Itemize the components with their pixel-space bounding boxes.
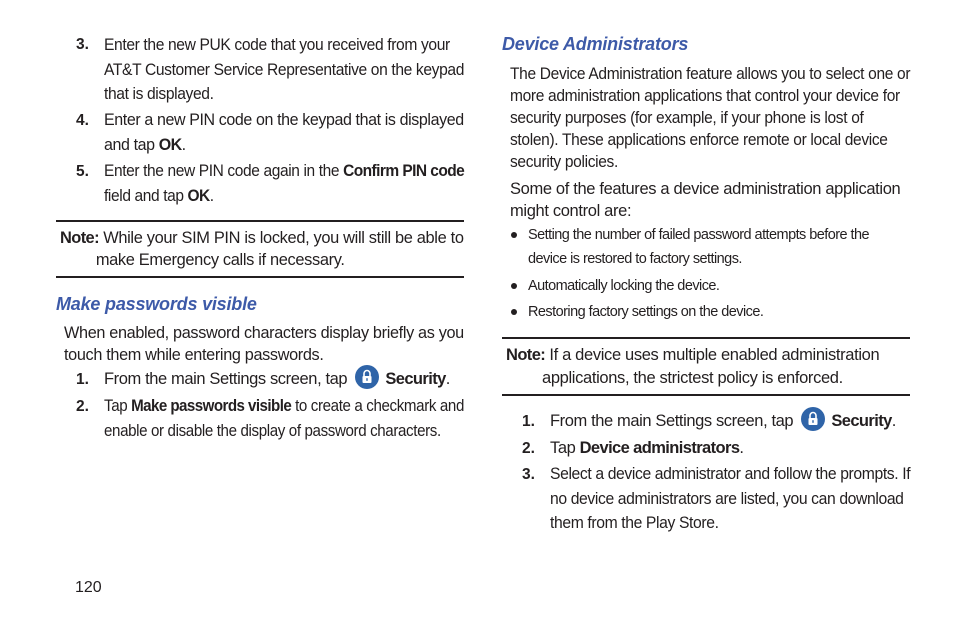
step-number: 1. (522, 413, 535, 430)
lock-icon (355, 365, 379, 389)
step-text: Tap Make passwords visible to create a checkmark and enable or disable the display of password characters. (104, 397, 465, 440)
paragraph: The Device Administration feature allows you to select one or more administration applications that control your device for security purposes (for example, if your phone is lost of stolen). These applications enforce remote or local device security policies. (510, 65, 911, 171)
note-top-rule (502, 337, 910, 339)
intro-paragraph: When enabled, password characters display briefly as you touch them while entering passwords. (64, 324, 464, 364)
step-text: Enter a new PIN code on the keypad that is displayed and tap OK. (104, 111, 464, 154)
step-number: 3. (522, 466, 535, 483)
step-number: 4. (76, 112, 89, 129)
list-item: Automatically locking the device. (528, 278, 720, 294)
step-number: 2. (76, 398, 89, 415)
note-bottom-rule (502, 394, 910, 396)
step-text: Enter the new PUK code that you received from your AT&T Customer Service Representative on the keypad that is displayed. (104, 36, 465, 103)
note: Note: While your SIM PIN is locked, you will still be able to make Emergency calls if necessary. (60, 229, 464, 269)
section-heading: Make passwords visible (56, 294, 257, 314)
page-number: 120 (75, 579, 102, 596)
list-item: Restoring factory settings on the device. (528, 304, 764, 320)
bullet (511, 309, 517, 315)
section-heading: Device Administrators (502, 34, 689, 54)
step-text: Tap Device administrators. (550, 439, 744, 457)
step-text: Enter the new PIN code again in the Confirm PIN code field and tap OK. (104, 162, 465, 205)
paragraph: Some of the features a device administration application might control are: (510, 180, 901, 220)
step-number: 5. (76, 163, 89, 180)
step-number: 2. (522, 440, 535, 457)
list-item: Setting the number of failed password attempts before the device is restored to factory settings. (528, 227, 870, 267)
note-top-rule (56, 220, 464, 222)
step-text: Select a device administrator and follow the prompts. If no device administrators are listed, you can download them from the Play Store. (550, 465, 911, 532)
note: Note: If a device uses multiple enabled administration applications, the strictest policy is enforced. (506, 346, 880, 387)
step-text: From the main Settings screen, tap Security. (104, 367, 450, 392)
note-bottom-rule (56, 276, 464, 278)
step-number: 1. (76, 371, 89, 388)
bullet (511, 232, 517, 238)
lock-icon (801, 407, 825, 431)
step-text: From the main Settings screen, tap Security. (550, 409, 896, 434)
bullet (511, 283, 517, 289)
step-number: 3. (76, 36, 89, 53)
